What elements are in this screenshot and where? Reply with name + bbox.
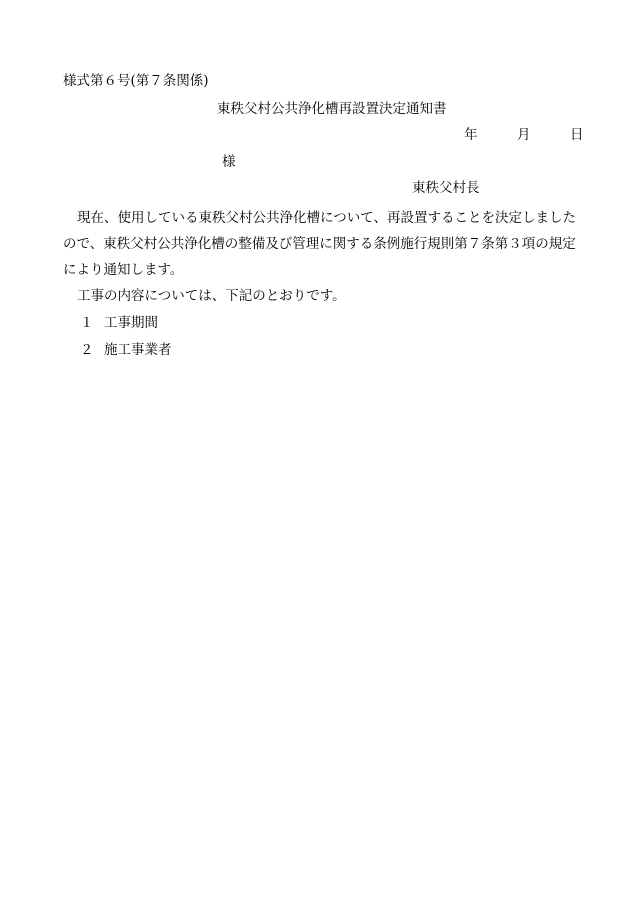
- document-title: 東秩父村公共浄化槽再設置決定通知書: [217, 101, 447, 117]
- item-number: ２: [80, 342, 94, 358]
- notice-line: 工事の内容については、下記のとおりです。: [77, 288, 346, 304]
- list-item: [80, 315, 158, 331]
- list-item: [80, 342, 172, 358]
- date-row: [0, 127, 630, 145]
- item-label: 施工事業者: [104, 342, 172, 358]
- item-number: １: [80, 315, 94, 331]
- addressee-suffix: 様: [222, 154, 236, 170]
- form-number: 様式第６号(第７条関係): [63, 73, 209, 89]
- issuer-name: 東秩父村長: [412, 180, 480, 196]
- date-year-label: 年: [464, 127, 478, 143]
- date-day-label: 日: [570, 127, 584, 143]
- date-month-label: 月: [517, 127, 531, 143]
- item-label: 工事期間: [104, 315, 158, 331]
- body-paragraph: 現在、使用している東秩父村公共浄化槽について、再設置することを決定しましたので、東秩父村公共浄化槽の整備及び管理に関する条例施行規則第７条第３項の規定により通知します。: [63, 210, 576, 278]
